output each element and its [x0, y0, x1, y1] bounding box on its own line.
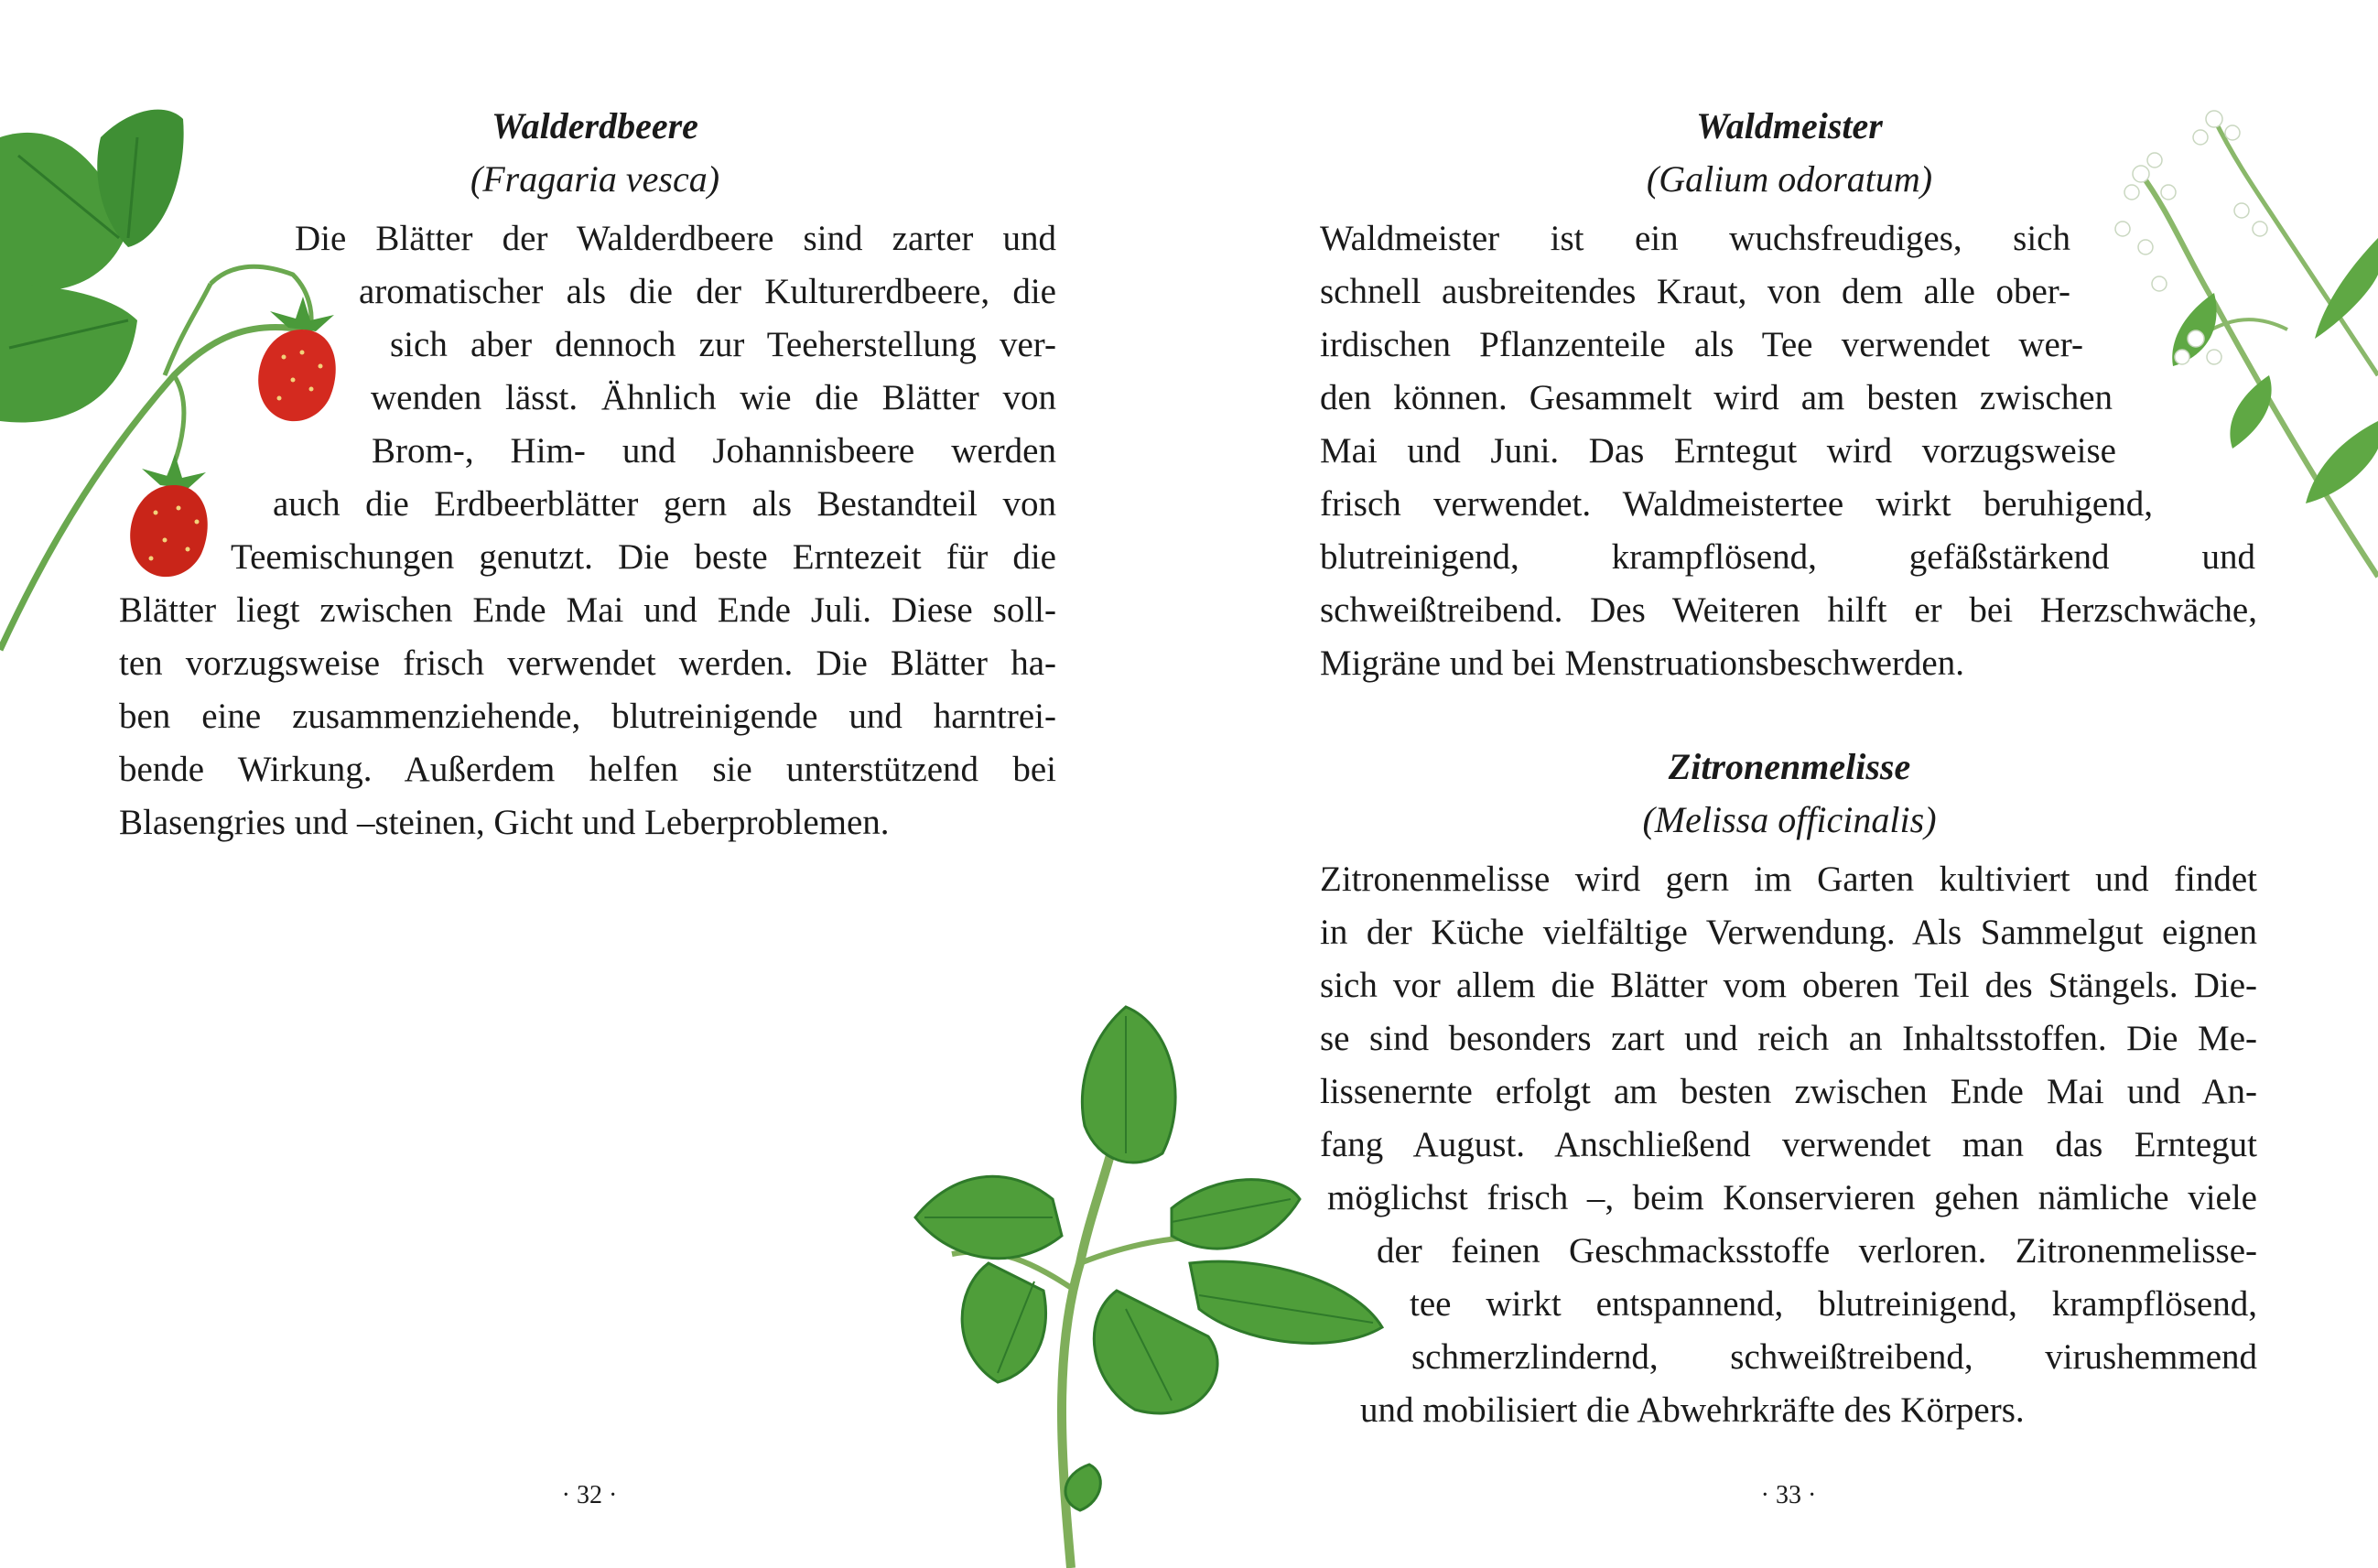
text-line: blutreinigend, krampflösend, gefäßstärkend und	[1320, 537, 2255, 577]
text-line: den können. Gesammelt wird am besten zwischen	[1320, 378, 2113, 417]
text-line: fang August. Anschließend verwendet man das Erntegut	[1320, 1125, 2257, 1164]
text-line: schmerzlindernd, schweißtreibend, virushemmend	[1411, 1337, 2257, 1377]
text-line: in der Küche vielfältige Verwendung. Als Sammelgut eignen	[1320, 913, 2257, 952]
text-line: möglichst frisch –, beim Konservieren gehen nämliche viele	[1327, 1178, 2257, 1217]
text-line: frisch verwendet. Waldmeistertee wirkt beruhigend,	[1320, 484, 2153, 524]
text-line: sich vor allem die Blätter vom oberen Teil des Stängels. Die-	[1320, 966, 2257, 1005]
text-line: Teemischungen genutzt. Die beste Erntezeit für die	[231, 537, 1056, 577]
text-line: Die Blätter der Walderdbeere sind zarter und	[295, 219, 1056, 258]
latin-name-waldmeister: (Galium odoratum)	[1646, 158, 1933, 200]
text-line: lissenernte erfolgt am besten zwischen Ende Mai und An-	[1320, 1072, 2257, 1111]
text-line: schnell ausbreitendes Kraut, von dem alle ober-	[1320, 272, 2070, 311]
section-title-zitronenmelisse: Zitronenmelisse	[1668, 746, 1911, 787]
page-number: · 32 ·	[561, 1481, 618, 1509]
text-line: irdischen Pflanzenteile als Tee verwendet wer-	[1320, 325, 2083, 364]
text-line: Blasengries und –steinen, Gicht und Leberproblemen.	[119, 803, 890, 842]
text-line: tee wirkt entspannend, blutreinigend, krampflösend,	[1410, 1284, 2257, 1324]
text-line: Zitronenmelisse wird gern im Garten kultiviert und findet	[1320, 860, 2257, 899]
text-line: Blätter liegt zwischen Ende Mai und Ende Juli. Diese soll-	[119, 590, 1056, 630]
section-title-waldmeister: Waldmeister	[1696, 105, 1883, 146]
text-line: sich aber dennoch zur Teeherstellung ver-	[390, 325, 1056, 364]
text-line: und mobilisiert die Abwehrkräfte des Körpers.	[1360, 1390, 2025, 1430]
text-line: auch die Erdbeerblätter gern als Bestandteil von	[273, 484, 1056, 524]
text-line: aromatischer als die der Kulturerdbeere, die	[359, 272, 1056, 311]
text-line: wenden lässt. Ähnlich wie die Blätter von	[371, 378, 1056, 417]
text-line: ben eine zusammenziehende, blutreinigende und harntrei-	[119, 697, 1056, 736]
text-line: ten vorzugsweise frisch verwendet werden. Die Blätter ha-	[119, 643, 1056, 683]
text-line: Brom-, Him- und Johannisbeere werden	[372, 431, 1056, 470]
text-line: Waldmeister ist ein wuchsfreudiges, sich	[1320, 219, 2070, 258]
text-line: bende Wirkung. Außerdem helfen sie unterstützend bei	[119, 750, 1056, 789]
page-number: · 33 ·	[1760, 1481, 1817, 1509]
text-line: schweißtreibend. Des Weiteren hilft er bei Herzschwäche,	[1320, 590, 2257, 630]
text-line: se sind besonders zart und reich an Inhaltsstoffen. Die Me-	[1320, 1019, 2257, 1058]
latin-name-zitronenmelisse: (Melissa officinalis)	[1642, 799, 1937, 840]
latin-name: (Fragaria vesca)	[470, 158, 720, 200]
text-line: Migräne und bei Menstruationsbeschwerden.	[1320, 643, 1964, 683]
text-line: der feinen Geschmacksstoffe verloren. Zitronenmelisse-	[1377, 1231, 2257, 1271]
text-line: Mai und Juni. Das Erntegut wird vorzugsweise	[1320, 431, 2116, 470]
article-title: Walderdbeere	[492, 105, 698, 146]
